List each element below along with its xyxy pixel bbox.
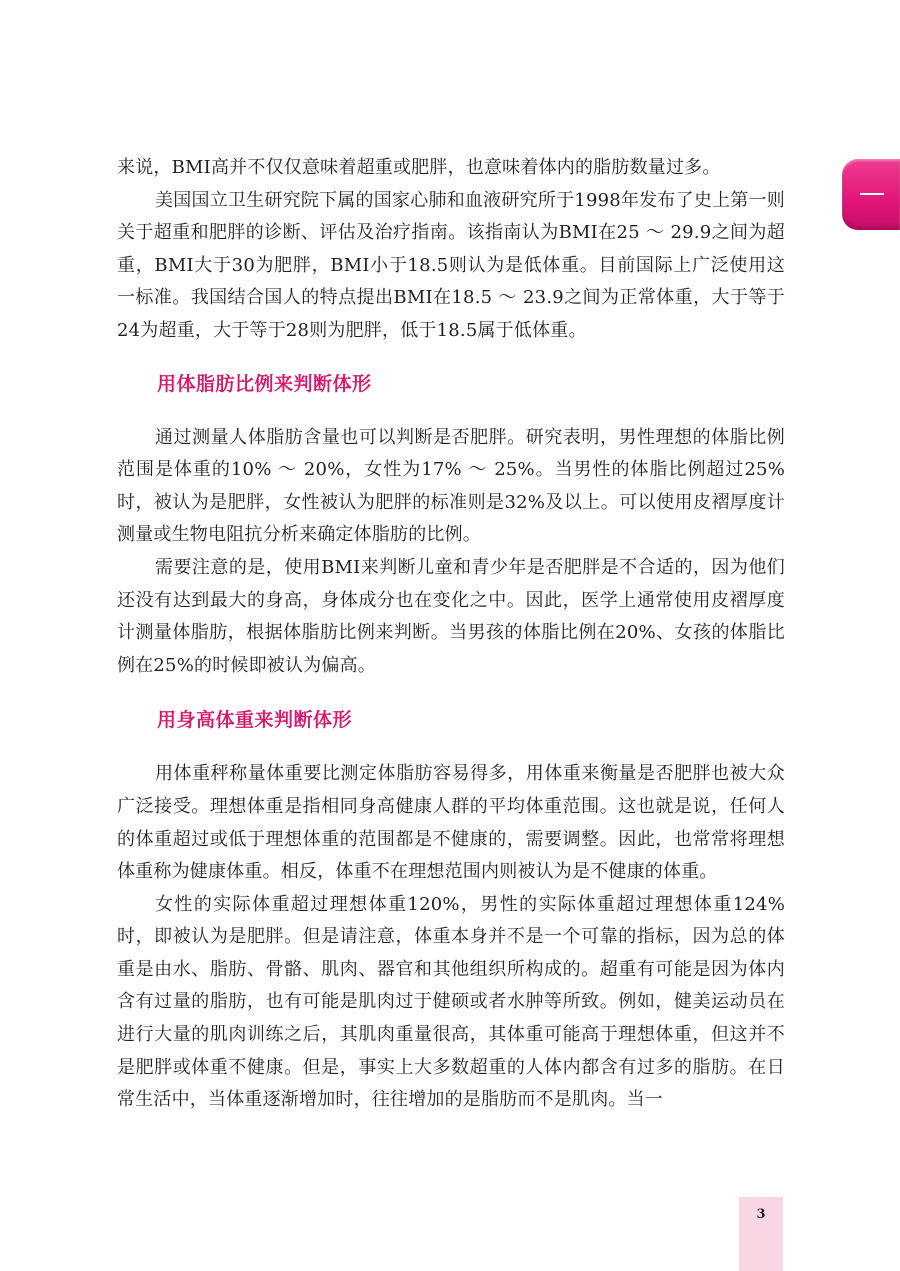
paragraph-4: 需要注意的是，使用BMI来判断儿童和青少年是否肥胖是不合适的，因为他们还没有达到最大的身高，身体成分也在变化之中。因此，医学上通常使用皮褶厚度计测量体脂肪，根据体脂肪比例来判断。当男孩的体脂比例在20%、女孩的体脂比例在25%的时候即被认为偏高。 <box>117 556 785 676</box>
paragraph-2: 美国国立卫生研究院下属的国家心肺和血液研究所于1998年发布了史上第一则关于超重和肥胖的诊断、评估及治疗指南。该指南认为BMI在25 ～ 29.9之间为超重，BMI大于30为肥胖，BMI小于18.5则认为是低体重。目前国际上广泛使用这一标准。我国结合国人的特点提出BMI在18.5 ～ 23.9之间为正常体重，大于等于24为超重，大于等于28则为肥胖，低于18.5属于低体重。 <box>117 189 785 341</box>
section-heading-height-weight: 用身高体重来判断体形 <box>157 709 353 732</box>
page-number: 3 <box>756 1207 766 1222</box>
section-heading-body-fat: 用体脂肪比例来判断体形 <box>157 372 372 395</box>
paragraph-3: 通过测量人体脂肪含量也可以判断是否肥胖。研究表明，男性理想的体脂比例范围是体重的10% ～ 20%，女性为17% ～ 25%。当男性的体脂比例超过25%时，被认为是肥胖，女性被认为肥胖的标准则是32%及以上。可以使用皮褶厚度计测量或生物电阻抗分析来确定体脂肪的比例。 <box>117 426 785 546</box>
paragraph-1: 来说，BMI高并不仅仅意味着超重或肥胖，也意味着体内的脂肪数量过多。 <box>117 157 721 178</box>
paragraph-5: 用体重秤称量体重要比测定体脂肪容易得多，用体重来衡量是否肥胖也被大众广泛接受。理想体重是指相同身高健康人群的平均体重范围。这也就是说，任何人的体重超过或低于理想体重的范围都是不健康的，需要调整。因此，也常常将理想体重称为健康体重。相反，体重不在理想范围内则被认为是不健康的体重。 <box>117 763 785 883</box>
chapter-tab <box>842 159 900 230</box>
page-body <box>117 152 785 1117</box>
paragraph-6: 女性的实际体重超过理想体重120%，男性的实际体重超过理想体重124%时，即被认为是肥胖。但是请注意，体重本身并不是一个可靠的指标，因为总的体重是由水、脂肪、骨骼、肌肉、器官和其他组织所构成的。超重有可能是因为体内含有过量的脂肪，也有可能是肌肉过于健硕或者水肿等所致。例如，健美运动员在进行大量的肌肉训练之后，其肌肉重量很高，其体重可能高于理想体重，但这并不是肥胖或体重不健康。但是，事实上大多数超重的人体内都含有过多的脂肪。在日常生活中，当体重逐渐增加时，往往增加的是脂肪而不是肌肉。当一 <box>117 893 785 1111</box>
chapter-tab-label <box>860 193 884 195</box>
page-number-box <box>739 1197 783 1271</box>
